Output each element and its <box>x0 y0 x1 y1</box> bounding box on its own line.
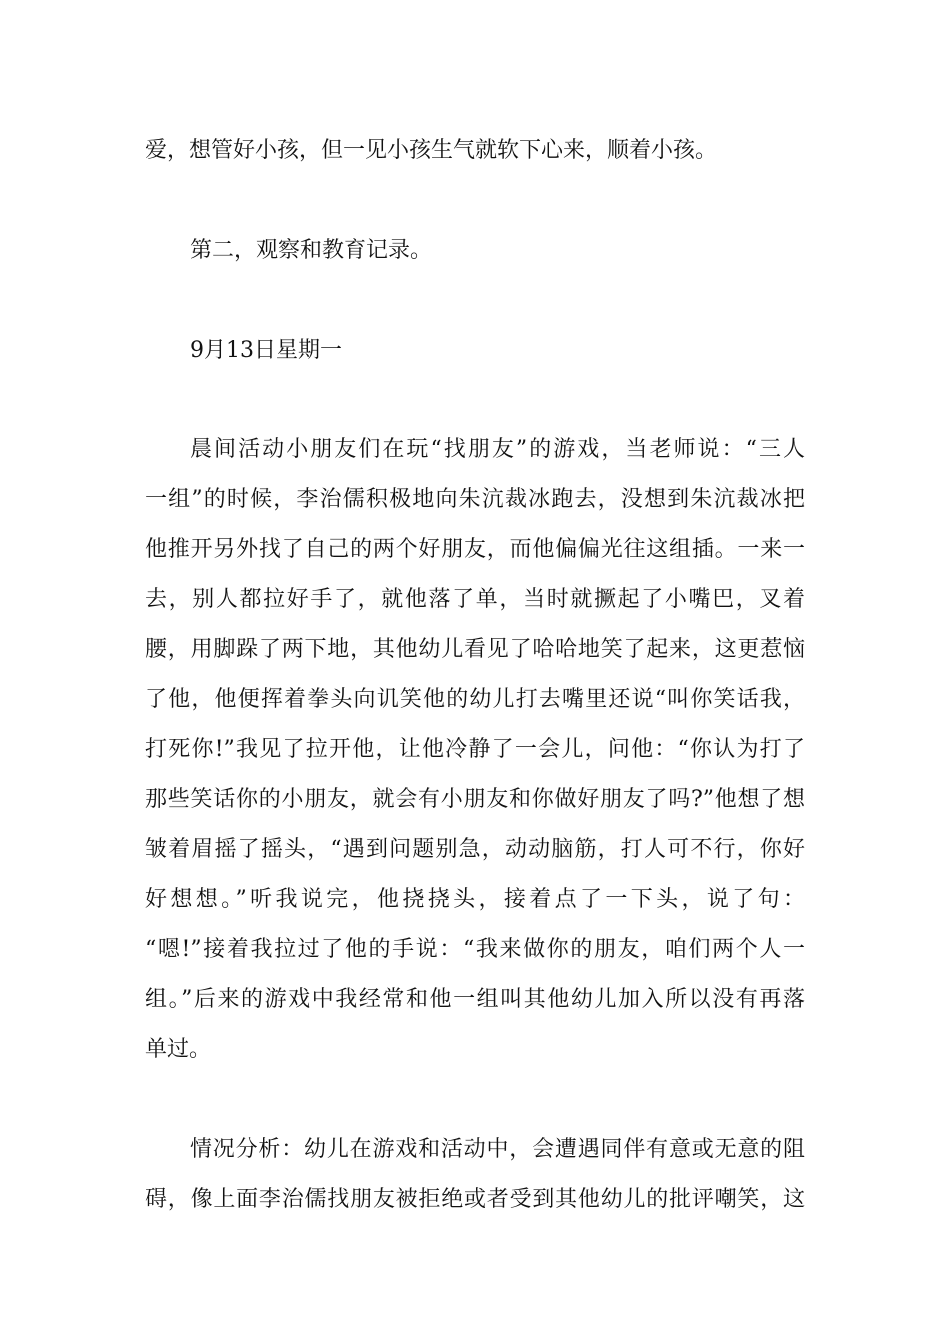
section-heading: 第二，观察和教育记录。 <box>190 238 433 263</box>
paragraph-line: 了他，他便挥着拳头向讥笑他的幼儿打去嘴里还说“叫你笑话我， <box>145 687 805 712</box>
paragraph-line: “嗯!”接着我拉过了他的手说：“我来做你的朋友，咱们两个人一 <box>145 937 805 962</box>
paragraph-line: 情况分析：幼儿在游戏和活动中，会遭遇同伴有意或无意的阻 <box>190 1137 805 1162</box>
paragraph-line: 去，别人都拉好手了，就他落了单，当时就撅起了小嘴巴，叉着 <box>145 587 805 612</box>
paragraph-line: 一组”的时候，李治儒积极地向朱沆裁冰跑去，没想到朱沆裁冰把 <box>145 487 805 512</box>
date-heading: 9月13日星期一 <box>190 338 342 363</box>
paragraph-line: 碍，像上面李治儒找朋友被拒绝或者受到其他幼儿的批评嘲笑，这 <box>145 1187 805 1212</box>
paragraph-line: 他推开另外找了自己的两个好朋友，而他偏偏光往这组插。一来一 <box>145 537 805 562</box>
paragraph-line: 组。”后来的游戏中我经常和他一组叫其他幼儿加入所以没有再落 <box>145 987 805 1012</box>
paragraph-line: 打死你!”我见了拉开他，让他冷静了一会儿，问他：“你认为打了 <box>145 737 805 762</box>
paragraph-line: 皱着眉摇了摇头，“遇到问题别急，动动脑筋，打人可不行，你好 <box>145 837 805 862</box>
paragraph-line: 爱，想管好小孩，但一见小孩生气就软下心来，顺着小孩。 <box>145 138 718 163</box>
paragraph-line: 那些笑话你的小朋友，就会有小朋友和你做好朋友了吗?”他想了想 <box>145 787 805 812</box>
paragraph-line: 腰，用脚跺了两下地，其他幼儿看见了哈哈地笑了起来，这更惹恼 <box>145 637 805 662</box>
paragraph-line: 单过。 <box>145 1037 212 1062</box>
paragraph-line: 好想想。”听我说完，他挠挠头，接着点了一下头，说了句： <box>145 887 805 912</box>
paragraph-line: 晨间活动小朋友们在玩“找朋友”的游戏，当老师说：“三人 <box>190 437 805 462</box>
